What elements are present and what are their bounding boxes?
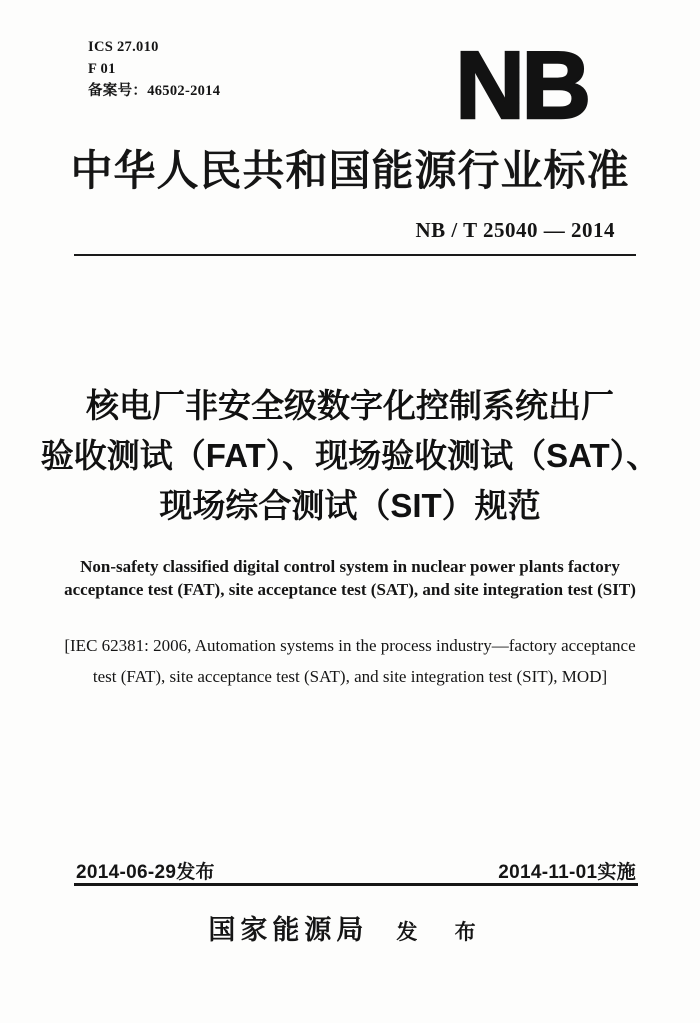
issuing-body: 国家能源局 (208, 915, 369, 945)
classification-code: F 01 (88, 61, 116, 77)
footer-divider-line (74, 883, 638, 886)
record-number: 备案号：46502-2014 (88, 83, 221, 99)
standard-number: NB / T 25040 — 2014 (415, 218, 615, 242)
issue-date: 2014-06-29发布 (76, 862, 215, 883)
english-title (40, 555, 660, 601)
english-title-line-1: Non-safety classified digital control system in nuclear power plants factory (80, 557, 620, 576)
ics-code: ICS 27.010 (88, 39, 159, 55)
date-row (76, 857, 636, 884)
english-title-line-2: acceptance test (FAT), site acceptance test (SAT), and site integration test (SIT) (64, 580, 636, 599)
iec-adoption-line-1: [IEC 62381: 2006, Automation systems in the process industry—factory acceptance (64, 636, 636, 655)
iec-adoption-note (40, 630, 660, 692)
nb-logo: NB (455, 32, 588, 139)
chinese-title-line-1: 核电厂非安全级数字化控制系统出厂 (86, 387, 614, 424)
implementation-date: 2014-11-01实施 (498, 862, 636, 883)
iec-adoption-line-2: test (FAT), site acceptance test (SAT), and site integration test (SIT), MOD] (92, 667, 608, 686)
chinese-title (0, 381, 700, 531)
document-meta-block (88, 36, 220, 102)
chinese-title-line-3: 现场综合测试（SIT）规范 (159, 487, 541, 524)
publish-label: 发 布 (396, 920, 492, 944)
header-divider-line (74, 254, 636, 256)
chinese-title-line-2: 验收测试（FAT）、现场验收测试（SAT）、 (40, 437, 660, 474)
issuer-row (0, 908, 700, 947)
standard-type-title: 中华人民共和国能源行业标准 (70, 149, 630, 195)
